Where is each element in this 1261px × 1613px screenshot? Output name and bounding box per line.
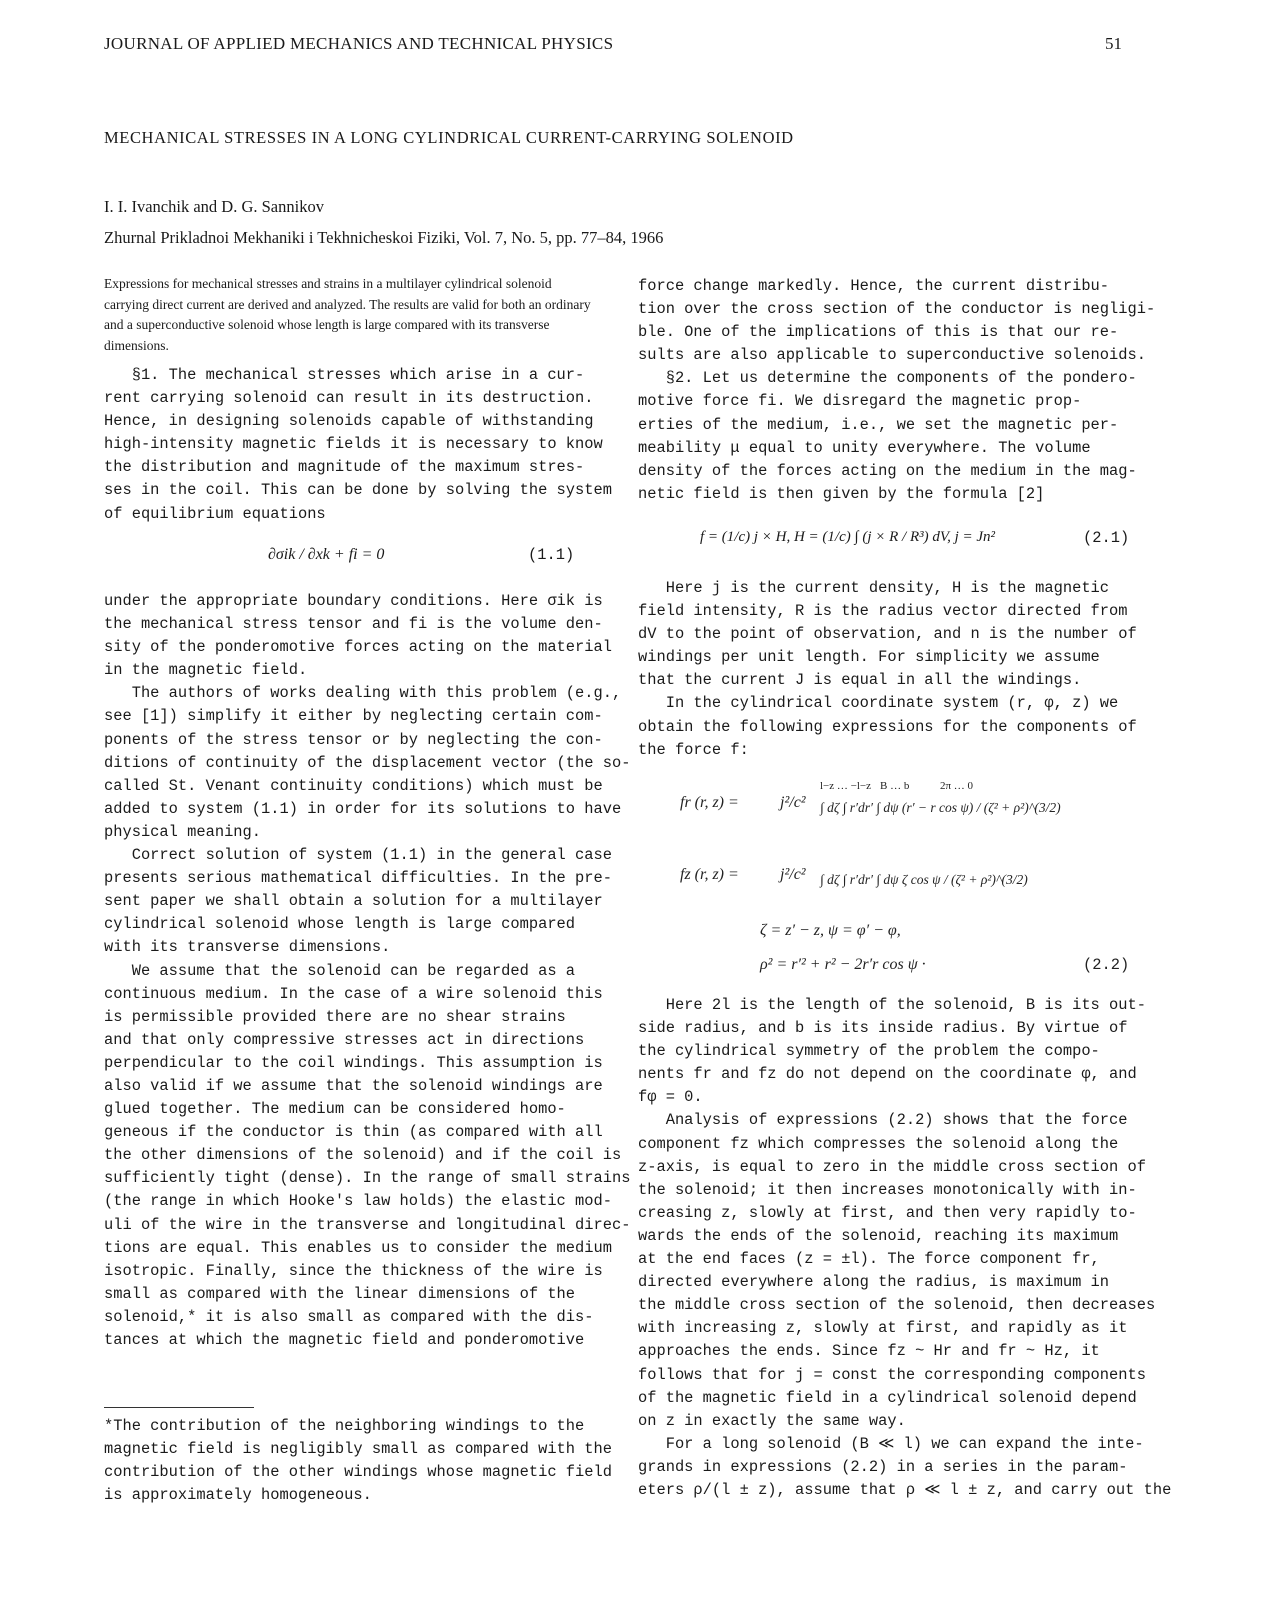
paragraph-lines xyxy=(638,577,1148,762)
text-line: geneous if the conductor is thin (as compared with all xyxy=(104,1123,603,1142)
psi-limits: 2π … 0 xyxy=(940,780,974,792)
text-line: on z in exactly the same way. xyxy=(638,1411,906,1430)
text-line: physical meaning. xyxy=(104,822,262,841)
fz-lhs: fz (r, z) = xyxy=(680,866,739,883)
equation-2-1: f = (1/c) j × H, H = (1/c) ∫ (j × R / R³) dV, j = Jn² xyxy=(700,529,996,545)
text-line: added to system (1.1) in order for its solutions to have xyxy=(104,799,622,818)
text-line: §1. The mechanical stresses which arise in a cur- xyxy=(104,366,585,384)
text-line: *The contribution of the neighboring windings to the xyxy=(104,1417,585,1435)
equation-2-2-number: (2.2) xyxy=(1083,956,1130,974)
text-line: is permissible provided there are no shear strains xyxy=(104,1007,566,1026)
text-line: grands in expressions (2.2) in a series in the param- xyxy=(638,1457,1128,1476)
text-line: tances at which the magnetic field and ponderomotive xyxy=(104,1331,585,1349)
left-column-body xyxy=(104,590,631,1352)
fz-integrand: ∫ dζ ∫ r′dr′ ∫ dψ ζ cos ψ / (ζ² + ρ²)^(3/2) xyxy=(820,872,1028,887)
text-line: solenoid,* it is also small as compared with the dis- xyxy=(104,1307,594,1326)
text-line: sity of the ponderomotive forces acting on the material xyxy=(104,638,612,657)
text-line: ponents of the stress tensor or by neglecting the con- xyxy=(104,730,603,749)
text-line: the mechanical stress tensor and fi is the volume den- xyxy=(104,615,603,634)
text-line: eters ρ/(l ± z), assume that ρ ≪ l ± z, and carry out the xyxy=(638,1480,1172,1499)
text-line: of the magnetic field in a cylindrical solenoid depend xyxy=(638,1388,1137,1407)
equation-2-1-number: (2.1) xyxy=(1083,529,1130,547)
text-line: We assume that the solenoid can be regarded as a xyxy=(104,961,576,980)
text-line: creasing z, slowly at first, and then very rapidly to- xyxy=(638,1203,1137,1222)
article-title: MECHANICAL STRESSES IN A LONG CYLINDRICAL CURRENT-CARRYING SOLENOID xyxy=(104,128,794,147)
r-limits: B … b xyxy=(880,780,910,792)
text-line: uli of the wire in the transverse and longitudinal direc- xyxy=(104,1215,631,1234)
text-line: force change markedly. Hence, the current distribu- xyxy=(638,277,1110,295)
text-line: the force f: xyxy=(638,740,749,759)
text-line: z-axis, is equal to zero in the middle cross section of xyxy=(638,1157,1146,1176)
text-line: the cylindrical symmetry of the problem the compo- xyxy=(638,1042,1100,1061)
text-line: the middle cross section of the solenoid, then decreases xyxy=(638,1296,1156,1315)
text-line: For a long solenoid (B ≪ l) we can expand the inte- xyxy=(638,1434,1144,1453)
text-line: §2. Let us determine the components of the pondero- xyxy=(638,369,1137,388)
text-line: windings per unit length. For simplicity we assume xyxy=(638,648,1100,667)
text-line: glued together. The medium can be considered homo- xyxy=(104,1100,566,1119)
text-line: in the magnetic field. xyxy=(104,661,308,680)
text-line: follows that for j = const the corresponding components xyxy=(638,1365,1146,1384)
fr-prefactor: j²/c² xyxy=(780,794,806,811)
text-line: with increasing z, slowly at first, and rapidly as it xyxy=(638,1319,1128,1338)
text-line: Here 2l is the length of the solenoid, B is its out- xyxy=(638,996,1146,1014)
paragraph-lines xyxy=(104,590,631,1352)
fr-lhs: fr (r, z) = xyxy=(680,794,739,811)
text-line: sufficiently tight (dense). In the range of small strains xyxy=(104,1169,631,1188)
text-line: the solenoid; it then increases monotonically with in- xyxy=(638,1180,1137,1199)
text-line: ses in the coil. This can be done by solving the system xyxy=(104,481,612,500)
left-column-section1 xyxy=(104,364,612,526)
text-line: the distribution and magnitude of the maximum stres- xyxy=(104,458,585,477)
text-line: the other dimensions of the solenoid) and if the coil is xyxy=(104,1146,622,1165)
equation-1-1-number: (1.1) xyxy=(528,546,575,564)
text-line: wards the ends of the solenoid, reaching its maximum xyxy=(638,1226,1119,1245)
right-column-intro xyxy=(638,275,1156,506)
text-line: sults are also applicable to superconductive solenoids. xyxy=(638,346,1146,365)
text-line: small as compared with the linear dimensions of the xyxy=(104,1284,576,1303)
fr-integrand: ∫ dζ ∫ r′dr′ ∫ dψ (r′ − r cos ψ) / (ζ² + ρ²)^(3/2) xyxy=(820,800,1061,815)
text-line: ble. One of the implications of this is that our re- xyxy=(638,323,1119,342)
text-line: rent carrying solenoid can result in its destruction. xyxy=(104,389,594,408)
text-line: density of the forces acting on the medium in the mag- xyxy=(638,461,1137,480)
text-line: at the end faces (z = ±l). The force component fr, xyxy=(638,1250,1100,1269)
text-line: under the appropriate boundary conditions. Here σik is xyxy=(104,592,603,610)
text-line: tion over the cross section of the conductor is negligi- xyxy=(638,300,1156,319)
paragraph-lines xyxy=(638,275,1156,506)
footnote-lines xyxy=(104,1415,614,1507)
text-line: is approximately homogeneous. xyxy=(104,1486,372,1505)
text-line: obtain the following expressions for the components of xyxy=(638,717,1137,736)
text-line: of equilibrium equations xyxy=(104,504,326,523)
text-line: dV to the point of observation, and n is the number of xyxy=(638,625,1137,644)
text-line: Correct solution of system (1.1) in the general case xyxy=(104,846,612,865)
text-line: ditions of continuity of the displacement vector (the so- xyxy=(104,753,631,772)
text-line: and that only compressive stresses act in directions xyxy=(104,1030,585,1049)
text-line: Here j is the current density, H is the magnetic xyxy=(638,579,1110,597)
text-line: Analysis of expressions (2.2) shows that the force xyxy=(638,1111,1128,1130)
text-line: called St. Venant continuity conditions) which must be xyxy=(104,776,603,795)
journal-header: JOURNAL OF APPLIED MECHANICS AND TECHNICAL PHYSICS xyxy=(104,34,614,53)
text-line: approaches the ends. Since fz ~ Hr and fr ~ Hz, it xyxy=(638,1342,1100,1361)
right-column-discussion xyxy=(638,994,1172,1502)
text-line: high-intensity magnetic fields it is necessary to know xyxy=(104,435,603,454)
text-line: erties of the medium, i.e., we set the magnetic per- xyxy=(638,415,1119,434)
text-line: side radius, and b is its inside radius. By virtue of xyxy=(638,1019,1128,1038)
text-line: that the current J is equal in all the windings. xyxy=(638,671,1082,690)
definition-zeta-psi: ζ = z′ − z, ψ = φ′ − φ, xyxy=(760,922,901,939)
page-number: 51 xyxy=(1105,34,1122,53)
footnote xyxy=(104,1415,614,1507)
article-abstract: Expressions for mechanical stresses and strains in a multilayer cylindrical solenoid carrying direct current are derived and analyzed. The results are valid for both an ordinary and a superconductive solenoid whose length is large compared with its transverse dimensions. xyxy=(104,276,591,353)
text-line: Hence, in designing solenoids capable of withstanding xyxy=(104,412,594,431)
article-citation: Zhurnal Prikladnoi Mekhaniki i Tekhnicheskoi Fiziki, Vol. 7, No. 5, pp. 77–84, 1966 xyxy=(104,228,664,247)
text-line: component fz which compresses the solenoid along the xyxy=(638,1134,1119,1153)
text-line: perpendicular to the coil windings. This assumption is xyxy=(104,1053,603,1072)
text-line: isotropic. Finally, since the thickness of the wire is xyxy=(104,1261,603,1280)
zeta-limits: l−z … −l−z xyxy=(820,780,871,792)
text-line: magnetic field is negligibly small as compared with the xyxy=(104,1440,612,1459)
paragraph-lines xyxy=(638,994,1172,1502)
right-column-body xyxy=(638,577,1148,762)
article-authors: I. I. Ivanchik and D. G. Sannikov xyxy=(104,197,324,216)
text-line: field intensity, R is the radius vector directed from xyxy=(638,602,1128,621)
text-line: also valid if we assume that the solenoid windings are xyxy=(104,1076,603,1095)
text-line: The authors of works dealing with this problem (e.g., xyxy=(104,684,622,703)
definition-rho: ρ² = r′² + r² − 2r′r cos ψ · xyxy=(760,956,926,973)
text-line: meability μ equal to unity everywhere. The volume xyxy=(638,438,1091,457)
text-line: (the range in which Hooke's law holds) the elastic mod- xyxy=(104,1192,612,1211)
text-line: presents serious mathematical difficulties. In the pre- xyxy=(104,869,612,888)
text-line: see [1]) simplify it either by neglecting certain com- xyxy=(104,707,603,726)
text-line: cylindrical solenoid whose length is large compared xyxy=(104,915,576,934)
equation-1-1: ∂σik / ∂xk + fi = 0 xyxy=(268,546,385,563)
paragraph-lines xyxy=(104,364,612,526)
text-line: In the cylindrical coordinate system (r, φ, z) we xyxy=(638,694,1119,713)
text-line: fφ = 0. xyxy=(638,1088,703,1107)
text-line: tions are equal. This enables us to consider the medium xyxy=(104,1238,612,1257)
fz-prefactor: j²/c² xyxy=(780,866,806,883)
text-line: nents fr and fz do not depend on the coordinate φ, and xyxy=(638,1065,1137,1084)
footnote-divider xyxy=(104,1407,254,1408)
text-line: continuous medium. In the case of a wire solenoid this xyxy=(104,984,603,1003)
text-line: contribution of the other windings whose magnetic field xyxy=(104,1463,612,1482)
text-line: with its transverse dimensions. xyxy=(104,938,391,957)
text-line: directed everywhere along the radius, is maximum in xyxy=(638,1273,1110,1292)
text-line: motive force fi. We disregard the magnetic prop- xyxy=(638,392,1082,411)
text-line: netic field is then given by the formula [2] xyxy=(638,484,1045,503)
text-line: sent paper we shall obtain a solution for a multilayer xyxy=(104,892,603,911)
